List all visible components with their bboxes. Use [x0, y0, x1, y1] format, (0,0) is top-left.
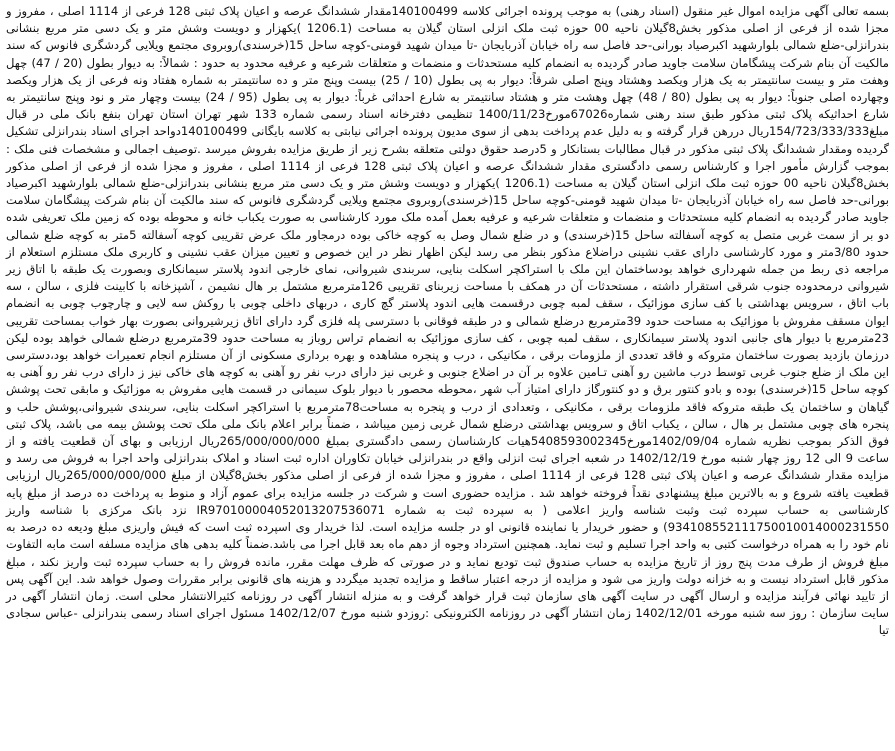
auction-notice [6, 3, 889, 640]
notice-body: بسمه تعالی آگهی مزایده اموال غیر منقول (اسناد رهنی) به موجب پرونده اجرائی کلاسه 140100499مقدار ششدانگ عرصه و اعیان پلاک ثبتی 128 فرعی از 1114 اصلی ، مفروز و مجزا شده از فرعی از اصلی مذکور بخش8گیلان ناحیه 00 حوزه ثبت ملک انزلی استان گیلان به مساحت (1206.1 )یکهزار و دویست وشش متر و یک دسی متر مربع بنشانی بندرانزلی-ضلع شمالی بلوارشهید اکبرصیاد بورانی-حد فاصل سه راه خیابان آذربایجان -تا میدان شهید قومنی-کوچه ساحل 15(خرسندی)روبروی مجتمع ویلایی گردشگری فانوس که سند مالکیت آن بنام شرکت پیشگامان سلامت جاوید صادر گردیده به انضمام کلیه مستحدثات و منضمات و متعلقات شرعیه و عرفیه محدود به حدود : شمالاً: به دیوار بطول (20 / 47) چهل وهفت متر و بیست سانتیمتر به یک هزار ویکصد وهشتاد وپنج اصلی شرقاً: دیوار به پی بطول (10 / 25) بیست وپنج متر و ده سانتیمتر به شماره هفتاد ونه فرعی از یک هزار ویکصد وچهارده اصلی جنوباً: دیوار به پی بطول (80 / 48) چهل وهشت متر و هشتاد سانتیمتر به شارع احداثی غرباً: دیوار به پی بطول (95 / 24) بیست وچهار متر و نود وپنج سانتیمتر به شارع احداثیکه پلاک ثبتی مذکور طبق سند رهنی شماره67026مورخ1400/11/23 تنظیمی دفترخانه اسناد رسمی شماره 133 شهر تهران استان تهران بنفع بانک ملی در قبال مبلغ154/723/333/333ریال دررهن قرار گرفته و به دلیل عدم پرداخت بدهی از سوی مدیون پرونده اجرائی نیابتی به کلاسه بایگانی 140100499دواحد اجرای اسناد بندرانزلی تشکیل گردیده ومقدار ششدانگ پلاک ثبتی مذکور در قبال مطالبات بستانکار و 5درصد حقوق دولتی متعلقه بشرح زیر از طریق مزایده بفروش میرسد .توصیف اجمالی و مشخصات فنی ملک : بموجب گزارش مأمور اجرا و کارشناس رسمی دادگستری مقدار ششدانگ عرصه و اعیان پلاک ثبتی 128 فرعی از 1114 اصلی ، مفروز و مجزا شده از فرعی از اصلی مذکور بخش8گیلان ناحیه 00 حوزه ثبت ملک انزلی استان گیلان به مساحت (1206.1 )یکهزار و دویست وشش متر و یک دسی متر مربع بنشانی بندرانزلی-ضلع شمالی بلوارشهید اکبرصیاد بورانی-حد فاصل سه راه خیابان آذربایجان -تا میدان شهید قومنی-کوچه ساحل 15(خرسندی)روبروی مجتمع ویلایی گردشگری فانوس که سند مالکیت آن بنام شرکت پیشگامان سلامت جاوید صادر گردیده به انضمام کلیه مستحدثات و منضمات و متعلقات شرعیه و عرفیه بعمل آمده ملک مورد کارشناسی به صورت یکباب خانه و محوطه بوده که زمین ملک تعریفی شده دو بر از سمت غربی متصل به کوچه آسفالته ساحل 15(خرسندی) و در ضلع شمال وصل به کوچه خاکی بوده درمجاور ملک عرض تقریبی کوچه آسفالته 5متر به کوچه ضلع شمالی حدود 3/80متر و مورد کارشناسی دارای عقب نشینی دراضلاع مذکور بنظر می رسد لیکن اظهار نظر در این خصوص و تعیین میزان عقب نشینی و کاربری ملک مستلزم استعلام از مراجعه ذی ربط من جمله شهرداری خواهد بودساختمان این ملک با استراکچر اسکلت بنایی، سربندی شیروانی، نمای خارجی اندود پلاستر سیمانکاری وبصورت یک طبقه با اتاق زیر شیروانی درمحدوده جنوب شرقی استقرار داشته ، مستحدثات آن در همکف با مساحت زیربنای تقریبی 126مترمربع مشتمل بر هال نشیمن ، آشپزخانه با کابینت فلزی ، سالن ، سه باب اتاق ، سرویس بهداشتی با کف سازی موزائیک ، سقف لمبه چوبی درقسمت هایی اندود پلاستر گچ کاری ، دربهای داخلی چوبی با روکش سه لایی و چارچوب چوبی به انضمام ایوان مسقف مفروش با موزائیک به مساحت حدود 39مترمربع درضلع شمالی و در طبقه فوقانی با دسترسی پله فلزی گرد دارای اتاق زیرشیروانی بصورت بهار خواب بمساحت تقریبی 23مترمربع با دیوار های جانبی اندود پلاستر سیمانکاری ، سقف لمبه چوبی ، کف سازی موزائیک به انضمام تراس روباز به مساحت حدود 39مترمربع درضلع شمالی خواهد بوده لیکن درزمان بازدید بصورت ساختمان متروکه و فاقد تعددی از ملزومات برقی ، مکانیکی ، درب و پنجره مشاهده و بهره برداری مسکونی از آن مستلزم انجام تعمیرات خواهد بود،دسترسی این ملک از ضلع جنوب غربی توسط درب ماشین رو آهنی تـامین علاوه بر آن در اضلاع جنوبی و غربی نیز دارای درب نفر رو آهنی به کوچه های خاکی نیز ز دارای درب نفر رو آهنی به کوچه ساحل 15(خرسندی) بوده و بادو کنتور برق و دو کنتورگاز دارای امتیاز آب شهر ،محوطه محصور با دیوار بلوک سیمانی در قسمت هایی مفروش به موزائیک و مابقی تحت پوشش گیاهان و ساختمان یک طبقه متروکه فاقد ملزومات برقی ، مکانیکی ، وتعدادی از درب و پنجره به مساحت78مترمربع با استراکچر اسکلت بنایی، سربندی شیروانی،پوشش حلب و پنجره های چوبی مشتمل بر هال ، سالن ، یکباب اتاق و سرویس بهداشتی درضلع شمال غربی زمین میباشد ، ضمناً برابر اعلام بانک ملی ملک تحت پوشش بیمه می باشد، پلاک ثبتی فوق الذکر بموجب نظریه شماره 1402/09/04مورخ5408593002345هیات کارشناسان رسمی دادگستری بمبلغ 265/000/000/000ریال ارزیابی و بهای آن قطعیت یافته و از ساعت 9 الی 12 روز چهار شنبه مورخ 1402/12/19 در شعبه اجرای ثبت انزلی واقع در بندرانزلی خیابان تکاوران اداره ثبت اسناد و املاک بندرانزلی واحد اجرا به فروش می رسد و مزایده مقدار ششدانگ عرصه و اعیان پلاک ثبتی 128 فرعی از 1114 اصلی ، مفروز و مجزا شده از فرعی از اصلی مذکور بخش8گیلان از مبلغ 265/000/000/000ریال ارزیابی قطعیت یافته شروع و به بالاترین مبلغ پیشنهادی نقداً فروخته خواهد شد . مزایده حضوری است و شرکت در جلسه مزایده برای عموم آزاد و منوط به پرداخت ده درصد از مبلغ پایه کارشناسی به حساب سپرده ثبت وثبت شناسه واریز اعلامی ( به سپرده ثبت به شماره IR970100004052013207536071 نزد بانک مرکزی با شناسه واریز 934108552111750010014000231550) و حضور خریدار یا نماینده قانونی او در جلسه مزایده است. لذا خریدار وی اسپرده ثبت است که فیش واریزی مبلغ ودیعه ده درصد به نام خود را به همراه درخواست کتبی به واحد اجرا تسلیم و ثبت نماید. همچنین استرداد وجوه از دهم ماه بعد قابل اجرا می باشد.ضمناً کلیه بدهی های مزایده مسلفه است مابه التفاوت مبلغ فروش از طرف مدت پنج روز از تاریخ مزایده به حساب صندوق ثبت تودیع نماید و در صورتی که ظرف مهلت مقرر، مانده فروش را به حساب سپرده ثبت واریز نکند ، مبلغ مذکور قابل استرداد نیست و به خزانه دولت واریز می شود و مزایده از درجه اعتبار ساقط و مزایده تجدید میگردد و هزینه های قانونی برابر مقررات وصول خواهد شد. این آگهی پس از تایید نهائی فرآیند مزایده و ارسال آگهی در سایت آگهی های سازمان ثبت قرار خواهد گرفت و به منزله انتشار آگهی در روزنامه کثیرالانتشار محلی است. زمان انتشار آگهی در سایت سازمان : روز سه شنبه مورخه 1402/12/01 زمان انتشار آگهی در روزنامه الکترونیکی :روزدو شنبه مورخ 1402/12/07 مسئول اجرای اسناد رسمی بندرانزلی -عباس سجادی تیا [5, 4, 890, 638]
